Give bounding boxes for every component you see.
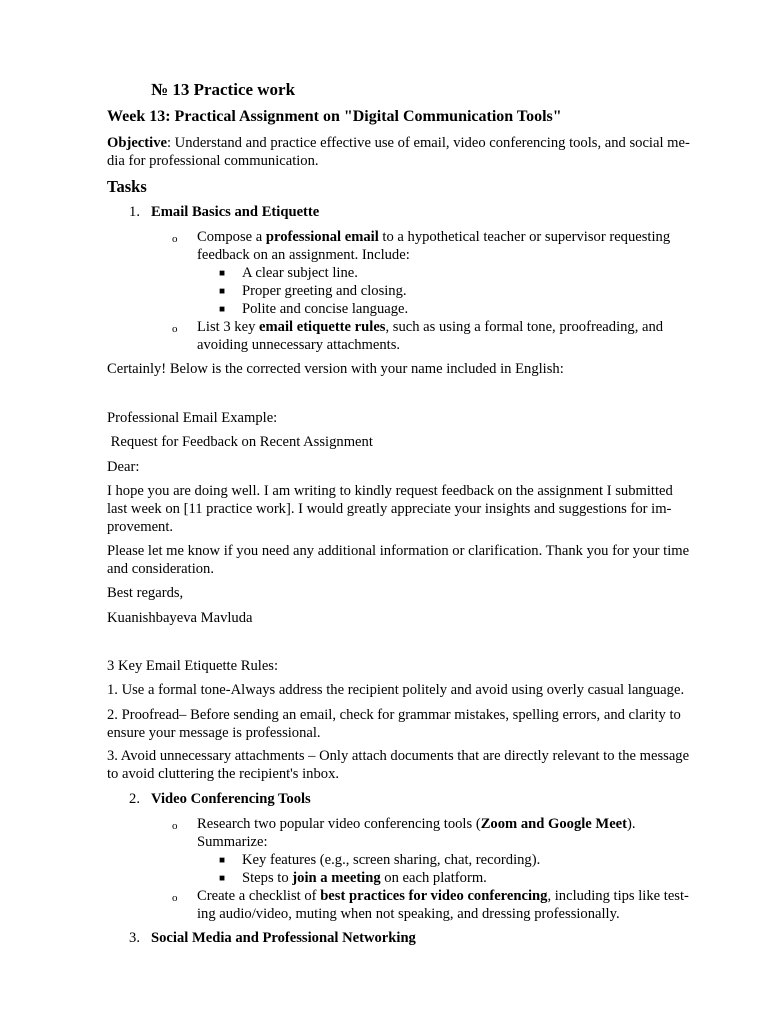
text-run-bold: professional email [265,229,379,245]
email-body-paragraph-1 [107,482,713,536]
text-run: Research two popular video conferencing tools ( [197,816,481,832]
square-bullet-icon: ■ [219,304,226,315]
task-title: Video Conferencing Tools [151,791,311,807]
task-number: 1. [129,204,140,220]
text-run: on each platform. [380,870,487,886]
text-line: 3. Avoid unnecessary attachments – Only attach documents that are directly relevant to the message [107,748,690,764]
text-line: I hope you are doing well. I am writing to kindly request feedback on the assignment I submitted [107,483,673,499]
text-line: last week on [11 practice work]. I would greatly appreciate your insights and suggestions for im- [107,501,672,517]
list-item: Key features (e.g., screen sharing, chat, recording). [242,852,541,868]
square-bullet-icon: ■ [219,268,226,279]
text-run: Create a checklist of [197,888,321,904]
text-run-bold: email etiquette rules [259,319,386,335]
text-line: ensure your message is professional. [107,725,321,741]
text-line: ing audio/video, muting when not speaking, and dressing professionally. [197,906,620,922]
list-item: A clear subject line. [242,265,358,281]
square-bullet-icon: ■ [219,286,226,297]
square-bullet-icon: ■ [219,855,226,866]
text-run-bold: join a meeting [292,870,381,886]
circle-bullet-icon: o [172,820,178,832]
text-run-bold: best practices for video conferencing [320,888,548,904]
text-run: Steps to [242,870,293,886]
assignment-heading: Week 13: Practical Assignment on "Digital Communication Tools" [107,108,562,125]
text-run: ). [627,816,636,832]
text-line: avoiding unnecessary attachments. [197,337,401,353]
text-line: provement. [107,519,174,535]
text-line: feedback on an assignment. Include: [197,247,410,263]
objective-text: : Understand and practice effective use of email, video conferencing tools, and social me- [166,135,690,151]
email-greeting: Dear: [107,459,140,475]
task-number: 3. [129,930,140,946]
text-run: List 3 key [197,319,260,335]
email-body-paragraph-2 [107,542,713,578]
task-3 [0,929,768,947]
email-closing: Best regards, [107,585,184,601]
email-signature: Kuanishbayeva Mavluda [107,610,253,626]
rules-heading: 3 Key Email Etiquette Rules: [107,658,279,674]
text-line: Please let me know if you need any additional information or clarification. Thank you for your time [107,543,690,559]
objective-paragraph [107,134,713,170]
text-line: Summarize: [197,834,268,850]
text-line: 2. Proofread– Before sending an email, check for grammar mistakes, spelling errors, and clarity to [107,707,681,723]
objective-text-line2: dia for professional communication. [107,153,319,169]
rule-1: 1. Use a formal tone-Always address the recipient politely and avoid using overly casual language. [107,682,685,698]
square-bullet-icon: ■ [219,873,226,884]
text-run-bold: Zoom and Google Meet [480,816,628,832]
list-item [242,869,712,887]
task-1 [0,203,768,221]
circle-bullet-icon: o [172,323,178,335]
objective-label: Objective [107,135,167,151]
task-title: Email Basics and Etiquette [151,204,320,220]
text-run: , such as using a formal tone, proofreading, and [385,319,664,335]
text-run: Compose a [197,229,266,245]
text-run: , including tips like test- [547,888,689,904]
list-item: Proper greeting and closing. [242,283,407,299]
email-heading: Professional Email Example: [107,410,278,426]
email-subject: Request for Feedback on Recent Assignment [107,434,373,450]
list-item: Polite and concise language. [242,301,409,317]
circle-bullet-icon: o [172,233,178,245]
task-number: 2. [129,791,140,807]
text-line: and consideration. [107,561,214,577]
page-title: № 13 Practice work [151,80,296,99]
intro-sentence: Certainly! Below is the corrected version with your name included in English: [107,361,564,377]
tasks-heading: Tasks [107,177,147,196]
rule-2 [107,706,713,742]
task-title: Social Media and Professional Networking [151,930,416,946]
text-line: to avoid cluttering the recipient's inbox. [107,766,340,782]
rule-3 [107,747,713,783]
text-run: to a hypothetical teacher or supervisor requesting [378,229,671,245]
circle-bullet-icon: o [172,892,178,904]
task-2 [0,790,768,808]
